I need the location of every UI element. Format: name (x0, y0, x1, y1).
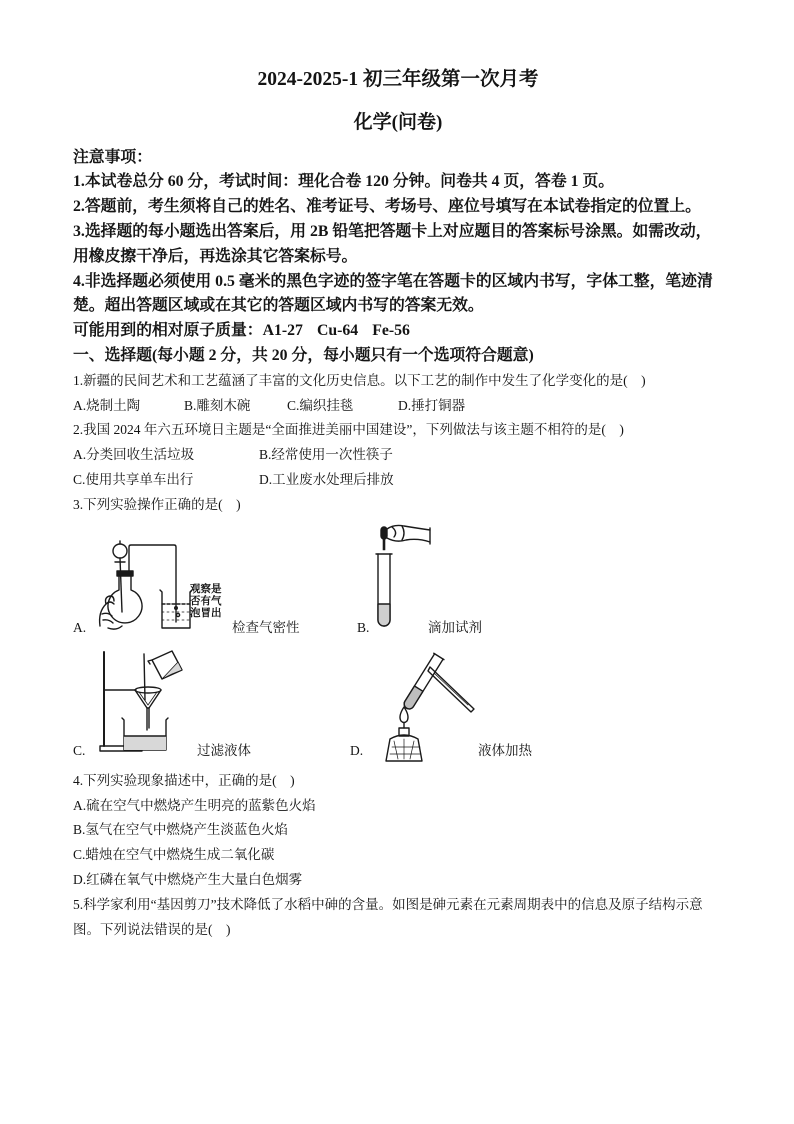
note-item-4-line-2: 楚。超出答题区域或在其它的答题区域内书写的答案无效。 (73, 297, 484, 315)
note-item-2: 2.答题前，考生须将自己的姓名、准考证号、考场号、座位号填写在本试卷指定的位置上。 (73, 198, 701, 216)
airtightness-check-figure (98, 540, 228, 632)
question-2-option-c: C.使用共享单车出行 (73, 471, 194, 487)
exam-title: 2024-2025-1 初三年级第一次月考 (257, 69, 539, 90)
question-4-option-b: B.氢气在空气中燃烧产生淡蓝色火焰 (73, 822, 288, 838)
filtration-figure (98, 648, 188, 753)
question-2 (73, 418, 733, 492)
figure-a-annotation-line-1: 观察是 (190, 583, 222, 595)
question-1-options (73, 394, 733, 419)
note-item-3-line-2: 用橡皮擦干净后，再选涂其它答案标号。 (73, 247, 358, 265)
question-4-option-c: C.蜡烛在空气中燃烧生成二氧化碳 (73, 847, 275, 863)
page-content (73, 67, 733, 942)
question-1-stem: 1.新疆的民间艺术和工艺蕴涵了丰富的文化历史信息。以下工艺的制作中发生了化学变化的是( ) (73, 372, 646, 388)
figure-b-letter: B. (357, 619, 370, 635)
note-item-1: 1.本试卷总分 60 分，考试时间：理化合卷 120 分钟。问卷共 4 页，答卷 1 页。 (73, 173, 615, 191)
question-1 (73, 369, 733, 419)
question-3-stem: 3.下列实验操作正确的是( ) (73, 496, 241, 512)
notes-block (73, 146, 733, 369)
notes-heading: 注意事项： (73, 148, 152, 166)
figure-a-annotation-line-2: 否有气 (190, 595, 222, 607)
question-4-option-a: A.硫在空气中燃烧产生明亮的蓝紫色火焰 (73, 797, 316, 813)
question-3-figures (73, 518, 733, 769)
question-2-option-b: B.经常使用一次性筷子 (259, 447, 393, 463)
figure-d-caption: 液体加热 (478, 742, 532, 758)
atomic-mass-cu: Cu-64 (316, 322, 359, 340)
figure-b-caption: 滴加试剂 (428, 619, 482, 635)
figure-d-letter: D. (350, 742, 364, 758)
question-1-option-c: C.编织挂毯 (287, 397, 354, 413)
note-item-3-line-1: 3.选择题的每小题选出答案后，用 2B 铅笔把答题卡上对应题目的答案标号涂黑。如需改动， (73, 222, 712, 240)
question-2-stem: 2.我国 2024 年六五环境日主题是“全面推进美丽中国建设”，下列做法与该主题不相符的是( ) (73, 422, 624, 438)
dropper-figure (372, 524, 434, 630)
atomic-mass-fe: Fe-56 (372, 322, 410, 340)
figure-a-caption: 检查气密性 (232, 619, 300, 635)
question-1-option-d: D.捶打铜器 (398, 397, 466, 413)
figure-c-letter: C. (73, 742, 86, 758)
figure-c-caption: 过滤液体 (197, 742, 251, 758)
question-4-stem: 4.下列实验现象描述中，正确的是( ) (73, 772, 295, 788)
question-4 (73, 769, 733, 893)
question-1-option-a: A.烧制土陶 (73, 397, 141, 413)
question-2-options-row-1 (73, 443, 733, 468)
question-5 (73, 893, 733, 943)
question-1-option-b: B.雕刻木碗 (184, 397, 251, 413)
heating-liquid-figure (378, 655, 478, 763)
note-item-4-line-1: 4.非选择题必须使用 0.5 毫米的黑色字迹的签字笔在答题卡的区域内书写，字体工整，笔迹清 (73, 272, 713, 290)
atomic-masses-line (73, 319, 733, 344)
question-5-stem-line-2: 图。下列说法错误的是( ) (73, 921, 231, 937)
figure-a-letter: A. (73, 619, 87, 635)
question-3 (73, 493, 733, 769)
question-2-option-a: A.分类回收生活垃圾 (73, 447, 195, 463)
question-2-options-row-2 (73, 468, 733, 493)
exam-subtitle: 化学(问卷) (353, 112, 443, 133)
question-5-stem-line-1: 5.科学家利用“基因剪刀”技术降低了水稻中砷的含量。如图是砷元素在元素周期表中的信息及原子结构示意 (73, 896, 703, 912)
atomic-mass-al: A1-27 (262, 322, 303, 340)
question-4-option-d: D.红磷在氧气中燃烧产生大量白色烟雾 (73, 871, 303, 887)
section-heading: 一、选择题(每小题 2 分，共 20 分，每小题只有一个选项符合题意) (73, 346, 534, 364)
atomic-masses-label: 可能用到的相对原子质量： (73, 322, 263, 340)
question-2-option-d: D.工业废水处理后排放 (259, 471, 394, 487)
figure-a-annotation-line-3: 泡冒出 (190, 607, 222, 619)
